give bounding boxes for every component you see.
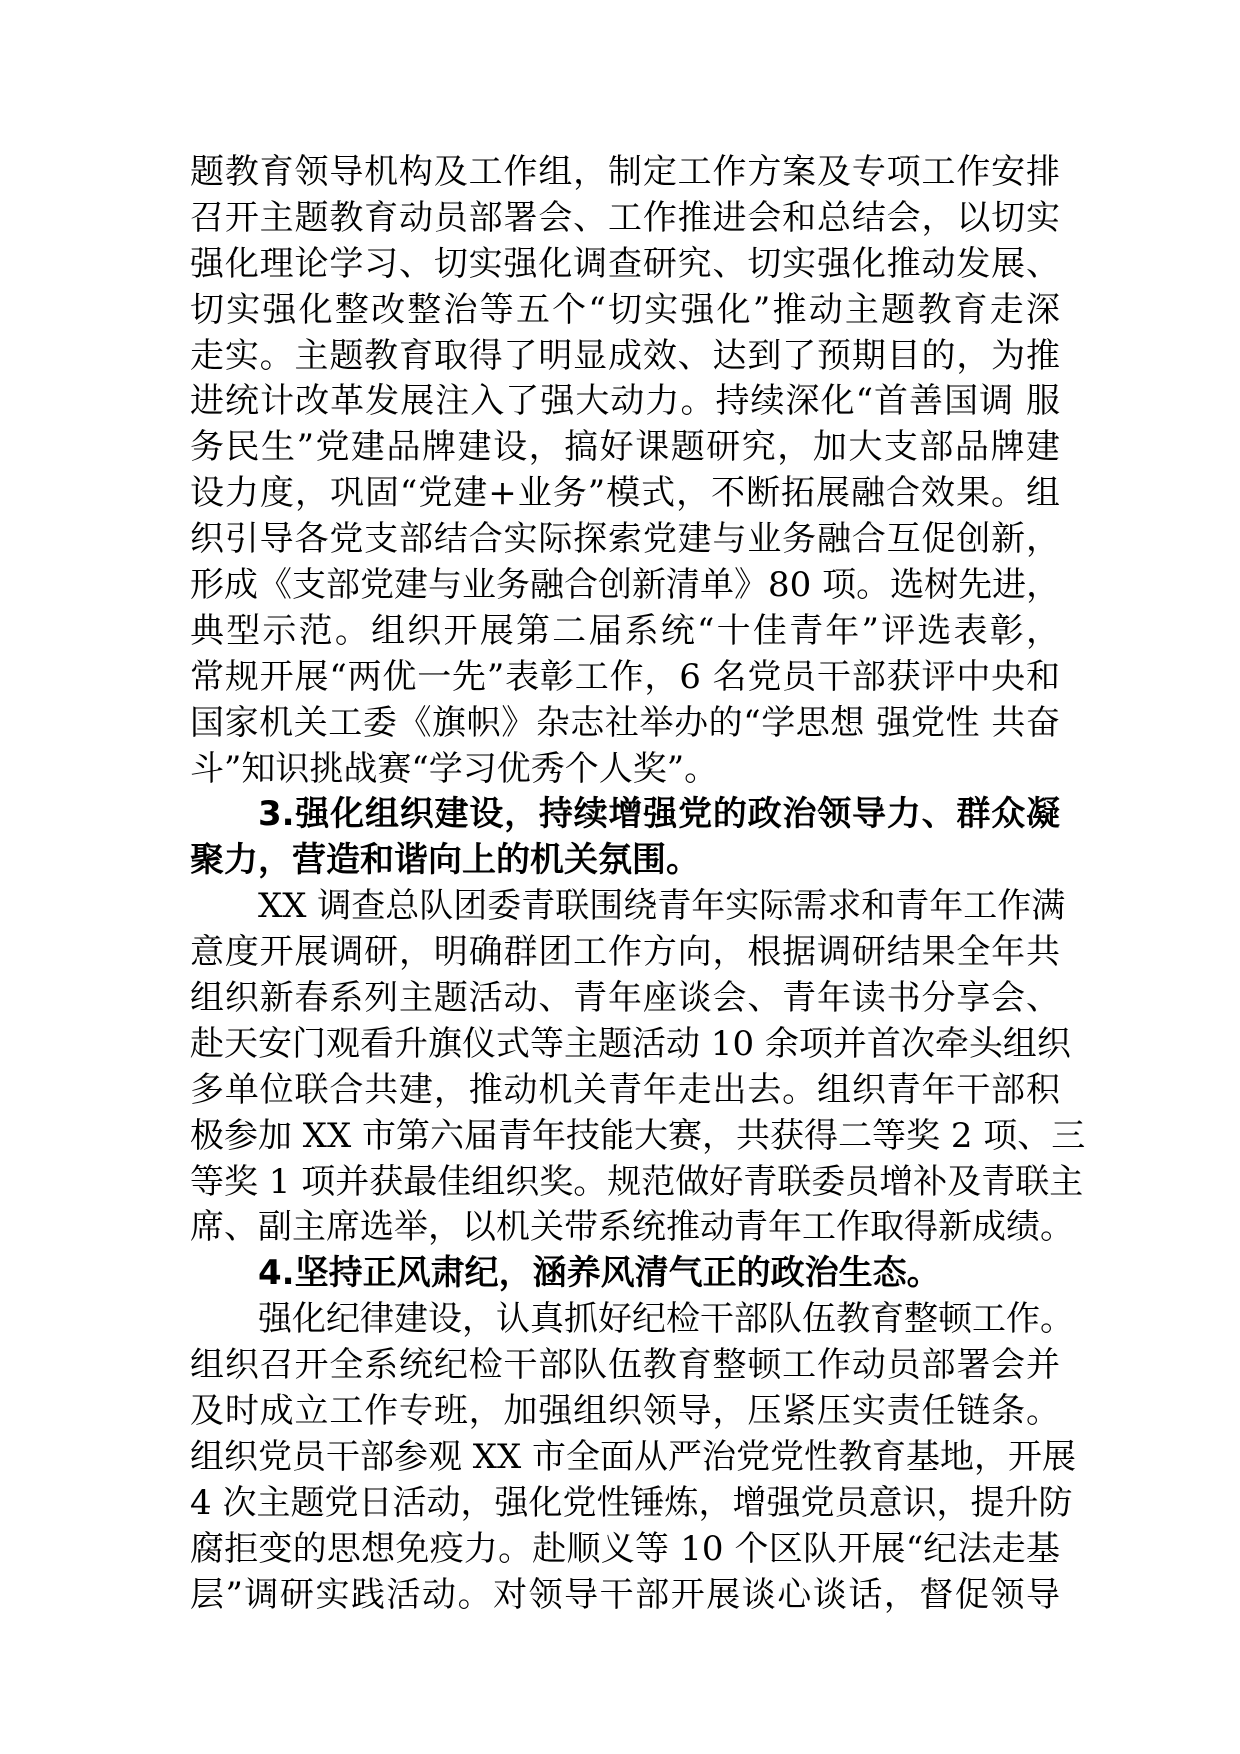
text-line: 及时成立工作专班，加强组织领导，压紧压实责任链条。	[190, 1391, 1060, 1432]
text-line: 进统计改革发展注入了强大动力。持续深化“首善国调 服	[190, 381, 1060, 422]
heading-line: 3.强化组织建设，持续增强党的政治领导力、群众凝	[258, 794, 1060, 835]
text-line: 多单位联合共建，推动机关青年走出去。组织青年干部积	[190, 1069, 1060, 1110]
document-page	[190, 150, 1086, 1619]
body-paragraph	[190, 150, 1060, 792]
text-line: 务民生”党建品牌建设，搞好课题研究，加大支部品牌建	[190, 427, 1060, 468]
body-paragraph	[190, 1297, 1077, 1618]
text-line: 切实强化整改整治等五个“切实强化”推动主题教育走深	[190, 289, 1060, 330]
text-line: 设力度，巩固“党建+业务”模式，不断拓展融合效果。组	[190, 473, 1060, 514]
section-heading	[190, 1251, 1060, 1297]
heading-line: 聚力，营造和谐向上的机关氛围。	[190, 840, 700, 881]
heading-line: 4.坚持正风肃纪，涵养风清气正的政治生态。	[258, 1253, 941, 1294]
text-line: 强化理论学习、切实强化调查研究、切实强化推动发展、	[190, 243, 1060, 284]
text-line: 走实。主题教育取得了明显成效、达到了预期目的，为推	[190, 335, 1060, 376]
text-line: 组织新春系列主题活动、青年座谈会、青年读书分享会、	[190, 978, 1060, 1019]
text-line: 斗”知识挑战赛“学习优秀个人奖”。	[190, 748, 719, 789]
text-line: 层”调研实践活动。对领导干部开展谈心谈话，督促领导	[190, 1574, 1060, 1615]
text-line: 意度开展调研，明确群团工作方向，根据调研结果全年共	[190, 932, 1060, 973]
text-line: 等奖 1 项并获最佳组织奖。规范做好青联委员增补及青联主	[190, 1161, 1084, 1202]
text-line: 极参加 XX 市第六届青年技能大赛，共获得二等奖 2 项、三	[190, 1115, 1086, 1156]
text-line: 织引导各党支部结合实际探索党建与业务融合互促创新，	[190, 519, 1060, 560]
text-line: 腐拒变的思想免疫力。赴顺义等 10 个区队开展“纪法走基	[190, 1528, 1060, 1569]
text-line: 席、副主席选举，以机关带系统推动青年工作取得新成绩。	[190, 1207, 1074, 1248]
text-line: 形成《支部党建与业务融合创新清单》80 项。选树先进，	[190, 565, 1061, 606]
text-line: 赴天安门观看升旗仪式等主题活动 10 余项并首次牵头组织	[190, 1023, 1071, 1064]
text-line: 召开主题教育动员部署会、工作推进会和总结会，以切实	[190, 197, 1060, 238]
section-heading	[190, 792, 1060, 884]
body-paragraph	[190, 884, 1086, 1251]
text-line: XX 调查总队团委青联围绕青年实际需求和青年工作满	[258, 886, 1066, 927]
text-line: 国家机关工委《旗帜》杂志社举办的“学思想 强党性 共奋	[190, 702, 1060, 743]
text-line: 组织党员干部参观 XX 市全面从严治党党性教育基地，开展	[190, 1436, 1077, 1477]
text-line: 典型示范。组织开展第二届系统“十佳青年”评选表彰，	[190, 610, 1060, 651]
text-line: 题教育领导机构及工作组，制定工作方案及专项工作安排	[190, 152, 1060, 192]
text-line: 4 次主题党日活动，强化党性锤炼，增强党员意识，提升防	[190, 1482, 1073, 1523]
text-line: 组织召开全系统纪检干部队伍教育整顿工作动员部署会并	[190, 1345, 1060, 1386]
text-line: 强化纪律建设，认真抓好纪检干部队伍教育整顿工作。	[258, 1299, 1074, 1340]
text-line: 常规开展“两优一先”表彰工作，6 名党员干部获评中央和	[190, 656, 1060, 697]
